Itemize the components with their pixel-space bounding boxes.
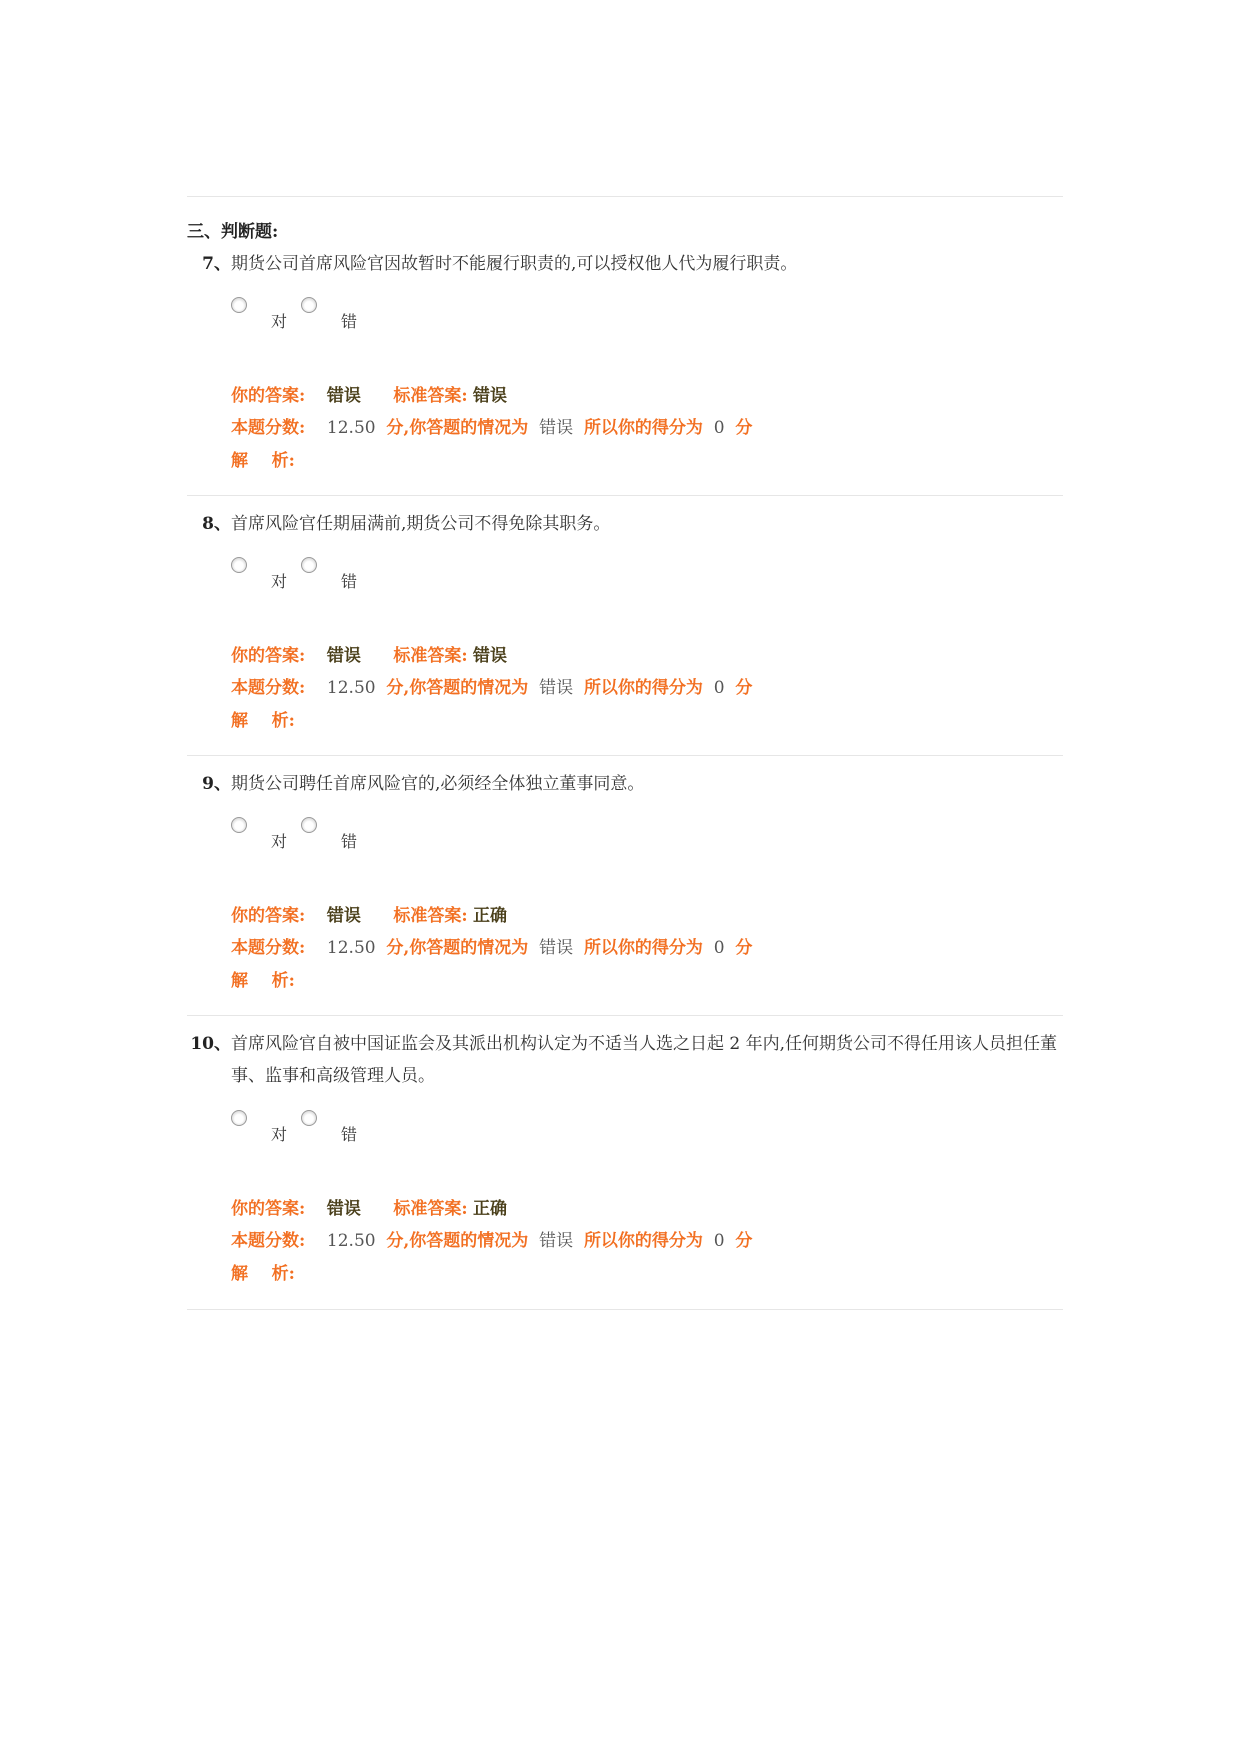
your-answer-value: 错误: [326, 646, 361, 666]
option-true-label: 对: [271, 832, 288, 851]
option-true-label: 对: [271, 572, 288, 591]
final-unit: 分: [735, 678, 753, 698]
score-line: [231, 673, 752, 698]
analysis-line: [231, 966, 295, 991]
answer-line: [231, 641, 507, 666]
score-unit-text: 分,你答题的情况为: [386, 938, 529, 958]
analysis-line: [231, 706, 295, 731]
score-value: 12.50: [326, 418, 376, 438]
result-value: 错误: [539, 1231, 574, 1251]
divider: [187, 495, 1063, 496]
option-false-label: 错: [341, 1125, 358, 1144]
final-unit: 分: [735, 1231, 753, 1251]
standard-answer-value: 正确: [473, 906, 508, 926]
question-number: 10、: [190, 1034, 231, 1054]
your-answer-value: 错误: [326, 1199, 361, 1219]
score-unit-text: 分,你答题的情况为: [386, 418, 529, 438]
score-line: [231, 413, 752, 438]
divider: [187, 1309, 1063, 1310]
result-value: 错误: [539, 678, 574, 698]
final-text: 所以你的得分为: [583, 418, 703, 438]
final-text: 所以你的得分为: [583, 1231, 703, 1251]
question-number: 9、: [202, 774, 231, 794]
earned-value: 0: [713, 678, 725, 698]
score-label: 本题分数:: [231, 678, 306, 698]
your-answer-value: 错误: [326, 906, 361, 926]
analysis-line: [231, 446, 295, 471]
divider: [187, 1015, 1063, 1016]
score-value: 12.50: [326, 678, 376, 698]
divider: [187, 196, 1063, 197]
standard-answer-value: 错误: [473, 386, 508, 406]
final-text: 所以你的得分为: [583, 938, 703, 958]
radio-false[interactable]: [301, 297, 317, 313]
question-number: 8、: [202, 514, 231, 534]
radio-true[interactable]: [231, 297, 247, 313]
analysis-label: 解 析:: [231, 451, 295, 471]
result-value: 错误: [539, 418, 574, 438]
score-line: [231, 1226, 752, 1251]
analysis-label: 解 析:: [231, 711, 295, 731]
score-value: 12.50: [326, 938, 376, 958]
score-unit-text: 分,你答题的情况为: [386, 678, 529, 698]
score-value: 12.50: [326, 1231, 376, 1251]
your-answer-label: 你的答案:: [231, 646, 306, 666]
score-label: 本题分数:: [231, 418, 306, 438]
analysis-label: 解 析:: [231, 1264, 295, 1284]
standard-answer-label: 标准答案:: [393, 1199, 468, 1219]
answer-line: [231, 381, 507, 406]
answer-line: [231, 901, 507, 926]
score-unit-text: 分,你答题的情况为: [386, 1231, 529, 1251]
radio-false[interactable]: [301, 1110, 317, 1126]
standard-answer-label: 标准答案:: [393, 906, 468, 926]
section-title: 三、判断题:: [187, 222, 279, 242]
option-false-label: 错: [341, 572, 358, 591]
option-false-label: 错: [341, 832, 358, 851]
question-text: 期货公司聘任首席风险官的,必须经全体独立董事同意。: [231, 774, 645, 794]
standard-answer-value: 错误: [473, 646, 508, 666]
score-label: 本题分数:: [231, 938, 306, 958]
earned-value: 0: [713, 418, 725, 438]
analysis-label: 解 析:: [231, 971, 295, 991]
question-text: 期货公司首席风险官因故暂时不能履行职责的,可以授权他人代为履行职责。: [231, 254, 798, 274]
your-answer-label: 你的答案:: [231, 1199, 306, 1219]
standard-answer-label: 标准答案:: [393, 386, 468, 406]
divider: [187, 755, 1063, 756]
option-false-label: 错: [341, 312, 358, 331]
final-text: 所以你的得分为: [583, 678, 703, 698]
standard-answer-value: 正确: [473, 1199, 508, 1219]
result-value: 错误: [539, 938, 574, 958]
option-true-label: 对: [271, 1125, 288, 1144]
question-number: 7、: [202, 254, 231, 274]
your-answer-value: 错误: [326, 386, 361, 406]
radio-false[interactable]: [301, 817, 317, 833]
your-answer-label: 你的答案:: [231, 386, 306, 406]
radio-true[interactable]: [231, 1110, 247, 1126]
radio-false[interactable]: [301, 557, 317, 573]
earned-value: 0: [713, 1231, 725, 1251]
question-text: 首席风险官任期届满前,期货公司不得免除其职务。: [231, 514, 611, 534]
radio-true[interactable]: [231, 817, 247, 833]
final-unit: 分: [735, 938, 753, 958]
question-text: 首席风险官自被中国证监会及其派出机构认定为不适当人选之日起 2 年内,任何期货公司不得任用该人员担任董事、监事和高级管理人员。: [231, 1034, 1058, 1086]
answer-line: [231, 1194, 507, 1219]
score-line: [231, 933, 752, 958]
analysis-line: [231, 1259, 295, 1284]
final-unit: 分: [735, 418, 753, 438]
standard-answer-label: 标准答案:: [393, 646, 468, 666]
option-true-label: 对: [271, 312, 288, 331]
radio-true[interactable]: [231, 557, 247, 573]
your-answer-label: 你的答案:: [231, 906, 306, 926]
earned-value: 0: [713, 938, 725, 958]
score-label: 本题分数:: [231, 1231, 306, 1251]
